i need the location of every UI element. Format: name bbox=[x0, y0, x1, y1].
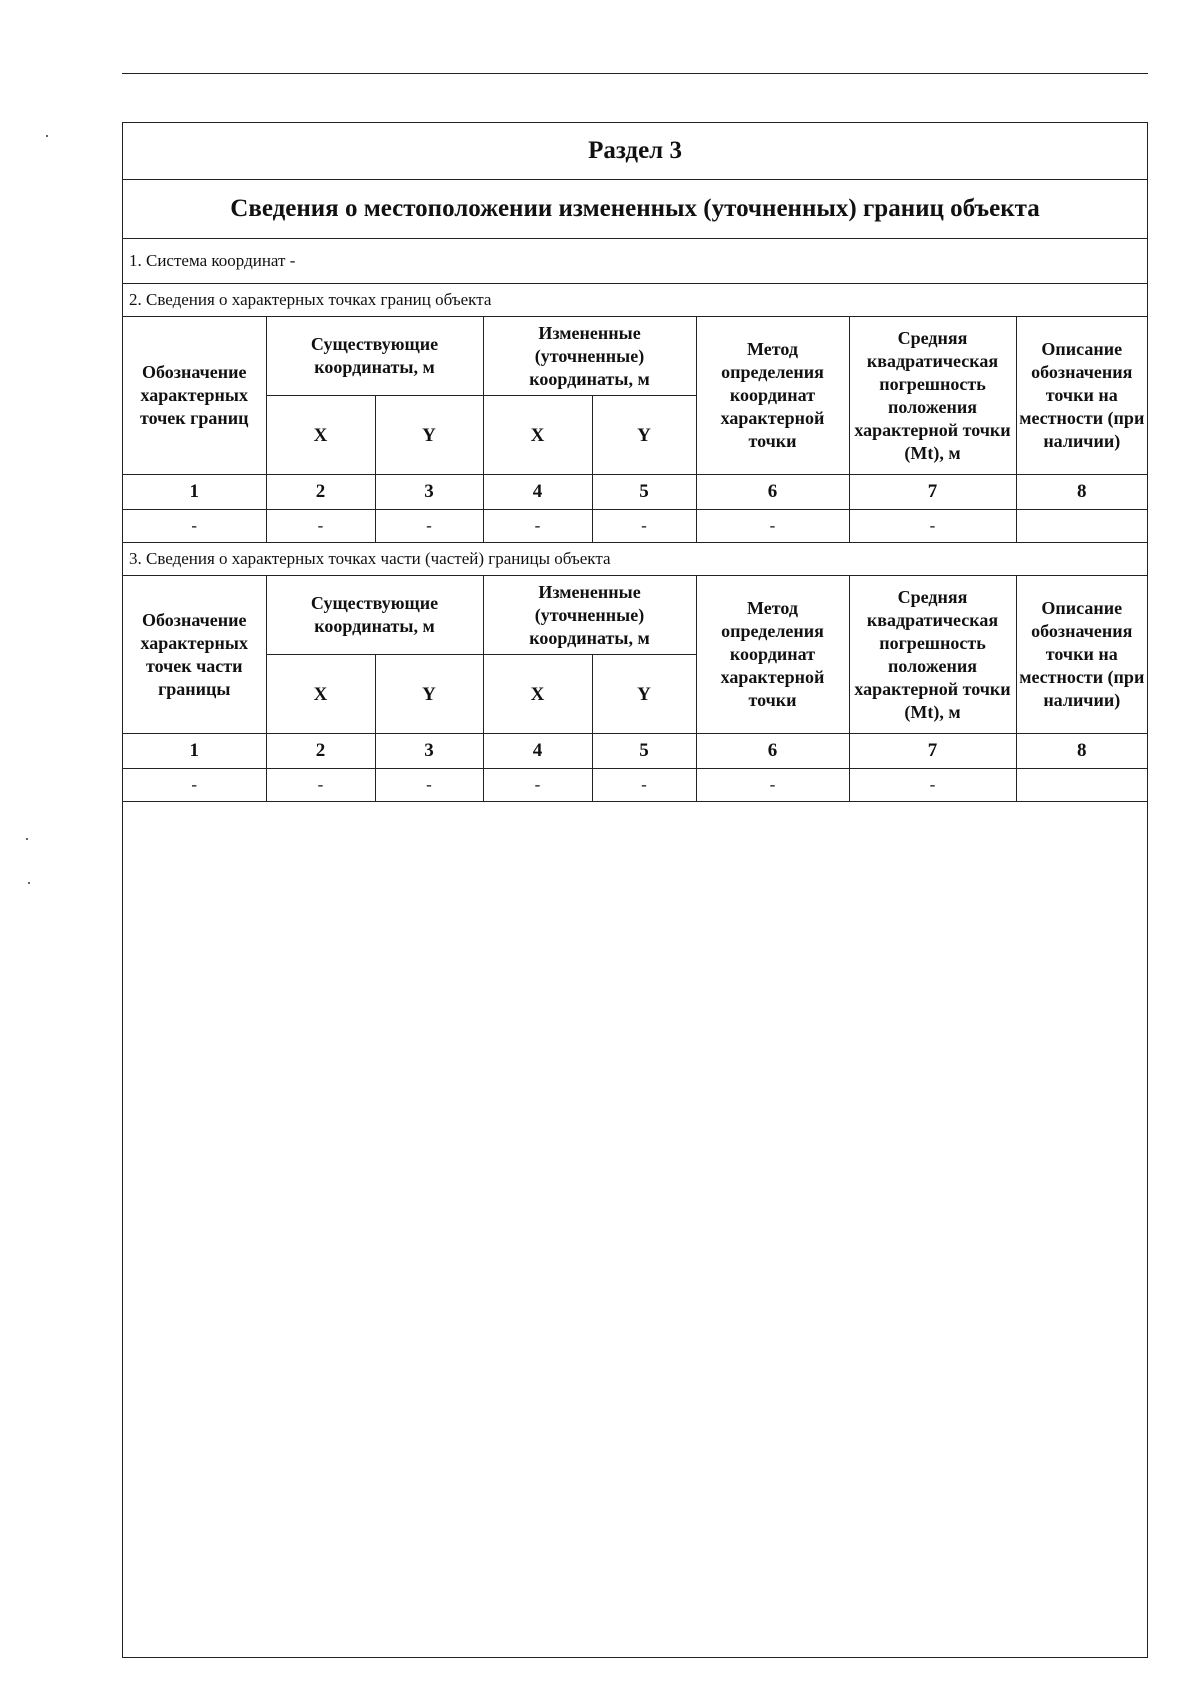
table1-header-changed: Измененные (уточненные) координаты, м bbox=[483, 317, 696, 396]
scan-speck bbox=[26, 838, 28, 840]
table2-row bbox=[123, 769, 1147, 802]
table1-cell: - bbox=[592, 510, 696, 543]
table2-cell: - bbox=[266, 769, 375, 802]
document-table bbox=[123, 123, 1147, 802]
table2-header-designation: Обозначение характерных точек части границы bbox=[123, 576, 266, 734]
table1-cell: - bbox=[849, 510, 1016, 543]
table1-header-method: Метод определения координат характерной точки bbox=[696, 317, 849, 475]
table2-cell: - bbox=[375, 769, 483, 802]
table1-header-existing: Существующие координаты, м bbox=[266, 317, 483, 396]
table1-cell: - bbox=[375, 510, 483, 543]
table2-header-changed: Измененные (уточненные) координаты, м bbox=[483, 576, 696, 655]
scan-speck bbox=[46, 135, 48, 137]
table1-row bbox=[123, 510, 1147, 543]
table2-cell: - bbox=[592, 769, 696, 802]
table1-header-description: Описание обозначения точки на местности (при наличии) bbox=[1016, 317, 1147, 475]
table2-header-x-changed: X bbox=[483, 655, 592, 734]
table2-column-number: 2 bbox=[266, 734, 375, 769]
table2-header-method: Метод определения координат характерной точки bbox=[696, 576, 849, 734]
table2-column-number: 4 bbox=[483, 734, 592, 769]
table1-caption: 2. Сведения о характерных точках границ объекта bbox=[123, 284, 1147, 317]
table1-header-x-changed: X bbox=[483, 396, 592, 475]
table1-column-number: 4 bbox=[483, 475, 592, 510]
table1-column-number: 5 bbox=[592, 475, 696, 510]
table2-header-x-existing: X bbox=[266, 655, 375, 734]
table2-cell: - bbox=[483, 769, 592, 802]
table1-cell: - bbox=[266, 510, 375, 543]
table2-column-number: 3 bbox=[375, 734, 483, 769]
table1-column-number: 7 bbox=[849, 475, 1016, 510]
table1-column-number: 3 bbox=[375, 475, 483, 510]
table1-header-y-existing: Y bbox=[375, 396, 483, 475]
table1-header-designation: Обозначение характерных точек границ bbox=[123, 317, 266, 475]
table1-column-number: 1 bbox=[123, 475, 266, 510]
document-title: Сведения о местоположении измененных (уточненных) границ объекта bbox=[123, 180, 1147, 239]
table2-cell bbox=[1016, 769, 1147, 802]
section-title: Раздел 3 bbox=[123, 123, 1147, 180]
table1-header-error: Средняя квадратическая погрешность положения характерной точки (Mt), м bbox=[849, 317, 1016, 475]
table2-header-description: Описание обозначения точки на местности (при наличии) bbox=[1016, 576, 1147, 734]
table1-column-number: 2 bbox=[266, 475, 375, 510]
table2-column-number: 8 bbox=[1016, 734, 1147, 769]
table2-cell: - bbox=[696, 769, 849, 802]
table2-column-number: 6 bbox=[696, 734, 849, 769]
table2-header-y-existing: Y bbox=[375, 655, 483, 734]
table1-header-y-changed: Y bbox=[592, 396, 696, 475]
table1-cell: - bbox=[483, 510, 592, 543]
scan-speck bbox=[28, 882, 30, 884]
document-frame bbox=[122, 122, 1148, 1658]
table1-cell: - bbox=[123, 510, 266, 543]
top-rule bbox=[122, 73, 1148, 74]
table2-header-y-changed: Y bbox=[592, 655, 696, 734]
table1-cell: - bbox=[696, 510, 849, 543]
table2-header-existing: Существующие координаты, м bbox=[266, 576, 483, 655]
table2-cell: - bbox=[123, 769, 266, 802]
table2-cell: - bbox=[849, 769, 1016, 802]
table2-column-number: 5 bbox=[592, 734, 696, 769]
table2-column-number: 7 bbox=[849, 734, 1016, 769]
table2-header-error: Средняя квадратическая погрешность положения характерной точки (Mt), м bbox=[849, 576, 1016, 734]
table1-column-number: 6 bbox=[696, 475, 849, 510]
table2-caption: 3. Сведения о характерных точках части (частей) границы объекта bbox=[123, 543, 1147, 576]
table1-column-number: 8 bbox=[1016, 475, 1147, 510]
table2-column-number: 1 bbox=[123, 734, 266, 769]
table1-header-x-existing: X bbox=[266, 396, 375, 475]
coordinate-system-line: 1. Система координат - bbox=[123, 239, 1147, 284]
table1-cell bbox=[1016, 510, 1147, 543]
